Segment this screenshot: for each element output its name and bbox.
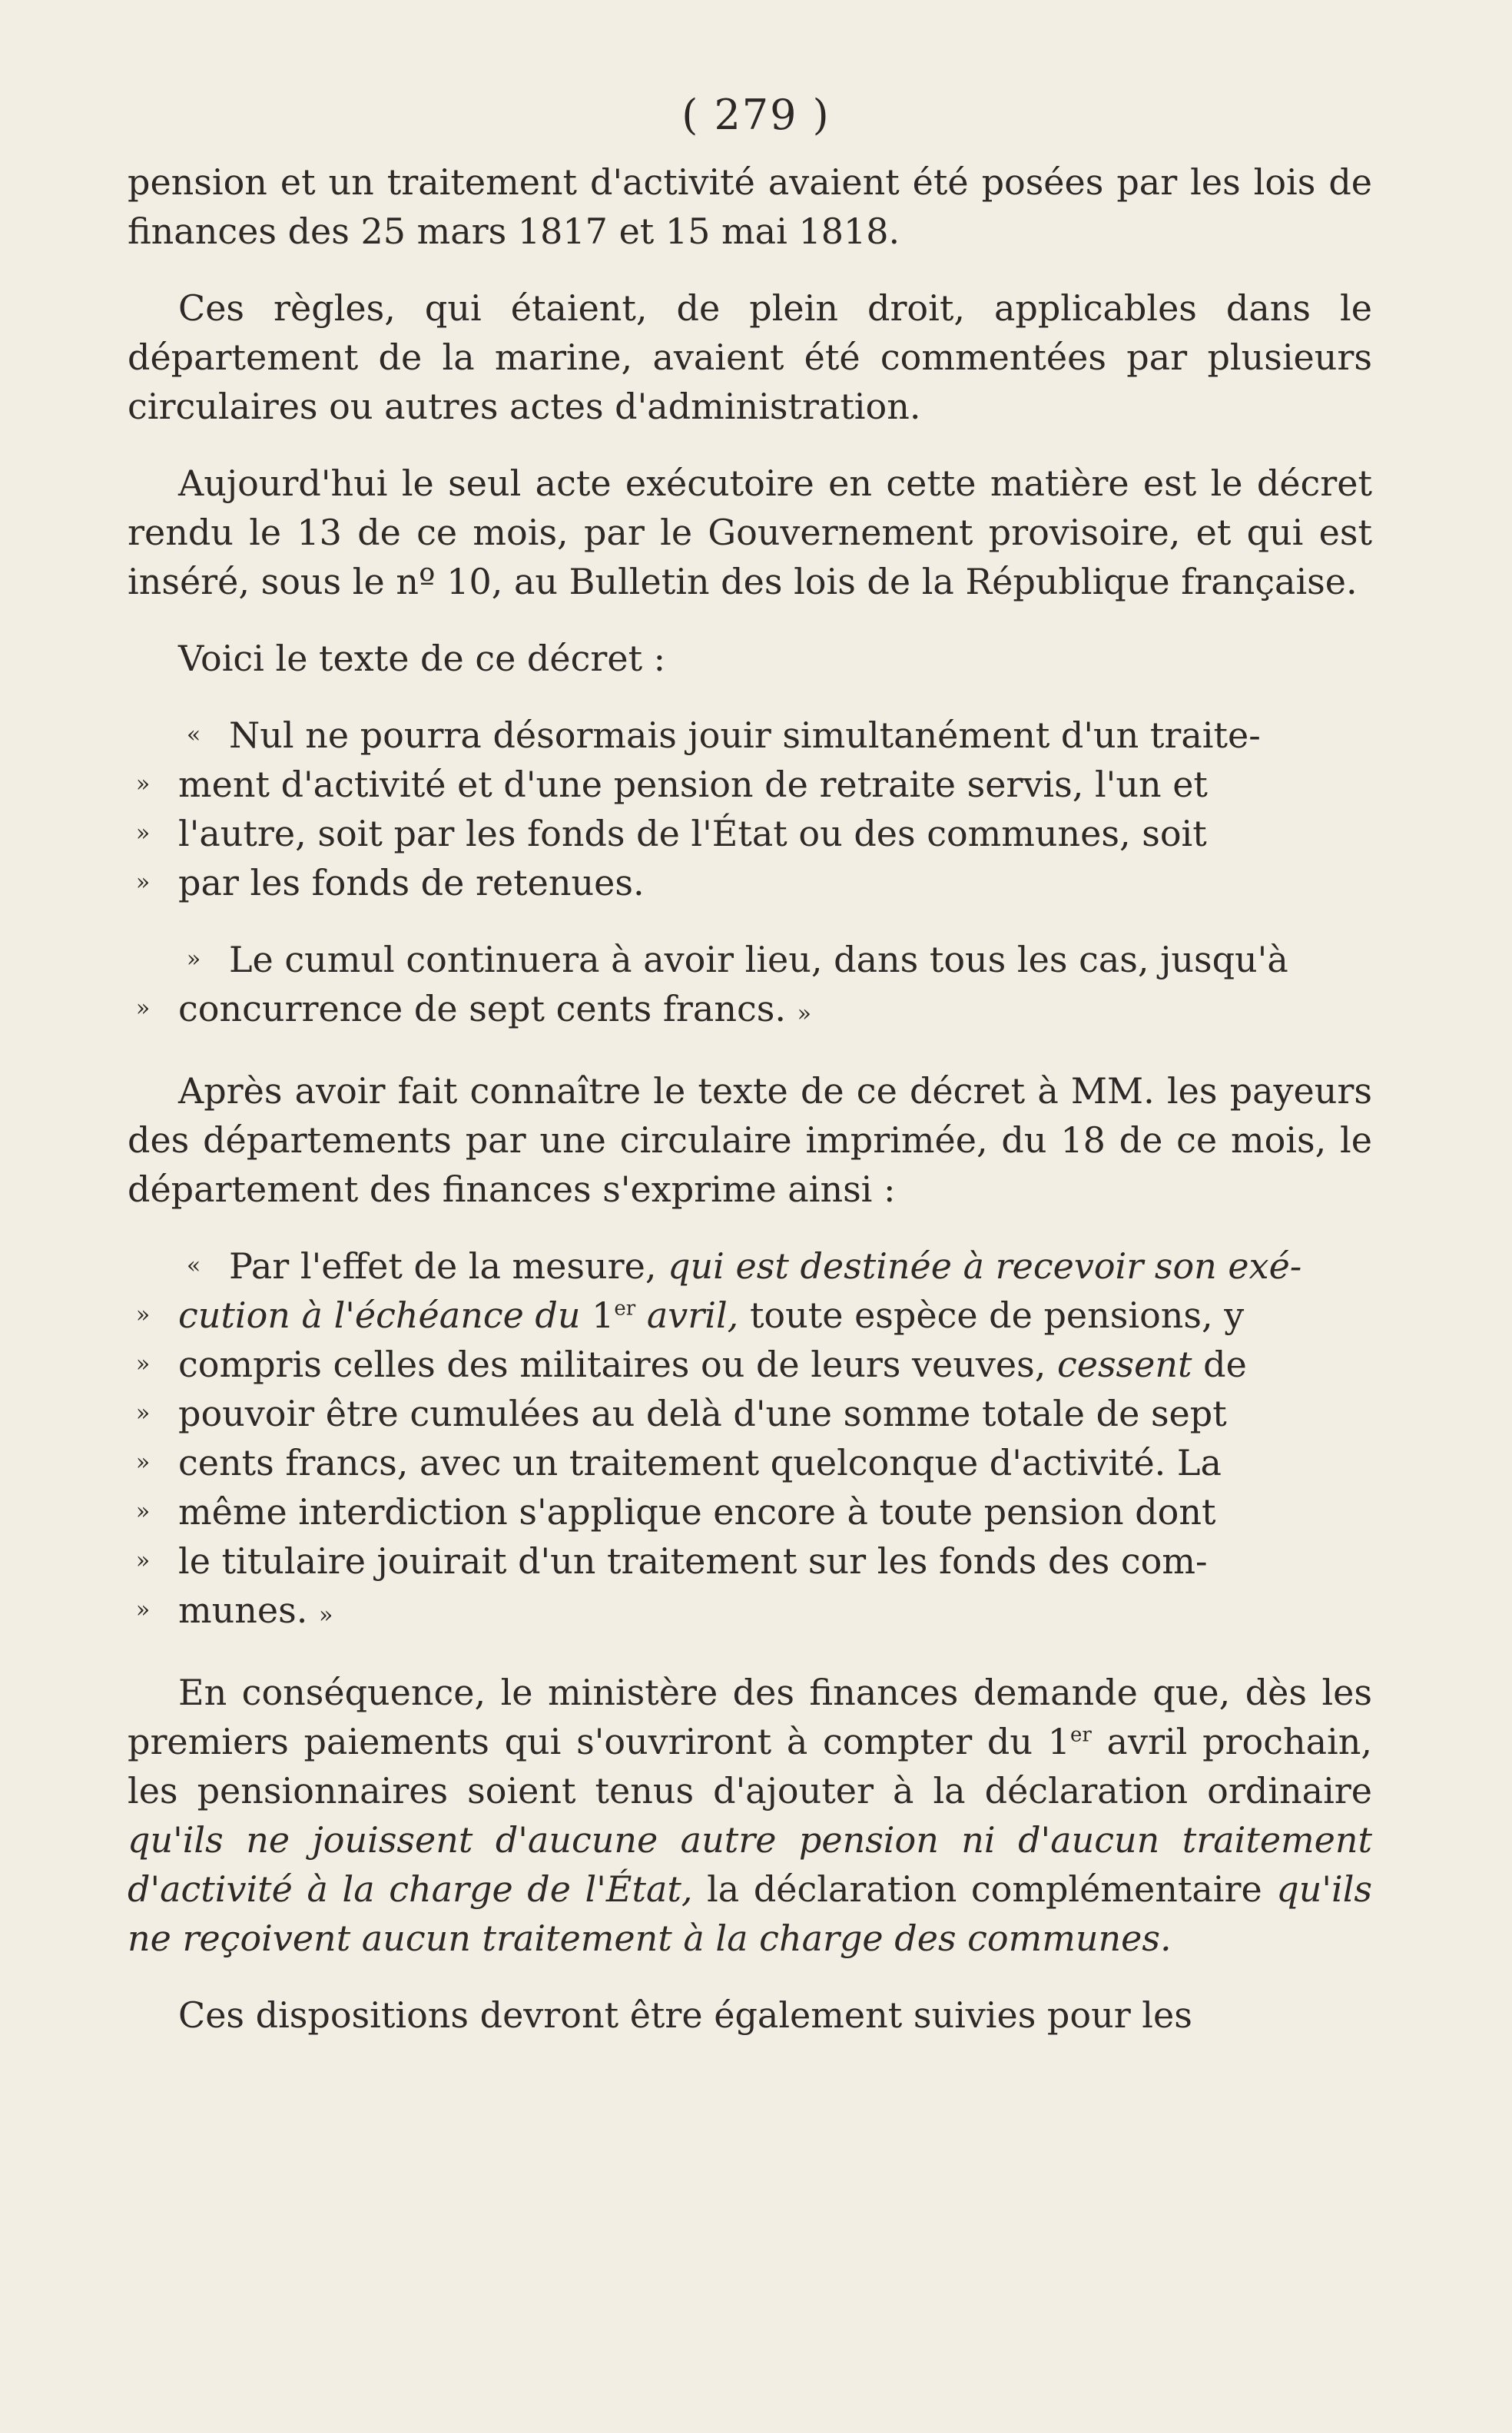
quote-line-text: Nul ne pourra désormais jouir simultanément d'un traite- — [229, 714, 1261, 756]
continuation-mark: » — [135, 995, 151, 1022]
close-quote-mark: » — [318, 1602, 333, 1629]
decree-quote-1 — [128, 711, 1372, 907]
quote-line-text: l'autre, soit par les fonds de l'État ou des communes, soit — [178, 813, 1207, 854]
continuation-mark: » — [135, 1547, 151, 1574]
circular-quote — [128, 1241, 1372, 1640]
quote-line — [128, 858, 1372, 907]
quote-text: Par l'effet de la mesure, — [229, 1245, 657, 1287]
continuation-mark: » — [135, 1596, 151, 1623]
quote-line — [128, 809, 1372, 858]
quote-line — [128, 1438, 1372, 1487]
continuation-mark: » — [135, 1400, 151, 1427]
continuation-mark: » — [135, 820, 151, 847]
paragraph-1: pension et un traitement d'activité avaient été posées par les lois de finances des 25 mars 1817 et 15 mai 1818. — [128, 161, 1372, 252]
quote-line — [128, 984, 1372, 1039]
quote-line — [128, 935, 1372, 984]
quote-text: le titulaire jouirait d'un traitement sur les fonds des com- — [178, 1540, 1208, 1582]
paragraph-4: Voici le texte de ce décret : — [178, 638, 666, 679]
ordinal-number: 1 — [592, 1294, 615, 1336]
paragraph-5: Après avoir fait connaître le texte de ce décret à MM. les payeurs des départements par une circulaire imprimée, du 18 de ce mois, le département des finances s'exprime ainsi : — [128, 1070, 1372, 1210]
quote-line — [128, 760, 1372, 809]
continuation-mark: » — [186, 946, 201, 973]
close-quote-mark: » — [797, 1000, 811, 1027]
continuation-mark: » — [135, 1301, 151, 1328]
continuation-mark: » — [135, 771, 151, 797]
quote-line-text: concurrence de sept cents francs. — [178, 988, 786, 1029]
decree-quote-2 — [128, 935, 1372, 1039]
quote-line — [128, 1241, 1372, 1291]
quote-text: compris celles des militaires ou de leurs veuves, — [178, 1344, 1046, 1385]
quote-text: pouvoir être cumulées au delà d'une somme totale de sept — [178, 1393, 1227, 1434]
quote-line — [128, 1586, 1372, 1640]
quote-text: toute espèce de pensions, y — [749, 1294, 1245, 1336]
quote-italic-text: qui est destinée à recevoir son exé- — [668, 1245, 1302, 1287]
quote-italic-text: avril, — [646, 1294, 739, 1336]
continuation-mark: » — [135, 1449, 151, 1476]
open-quote-mark: « — [186, 721, 201, 748]
ordinal-suffix: er — [614, 1297, 636, 1321]
quote-line-text: par les fonds de retenues. — [178, 862, 645, 903]
quote-line — [128, 1340, 1372, 1389]
paragraph-text: En conséquence, le ministère des finances demande que, dès les premiers paiements qui s'ouvriront à compter du — [128, 1672, 1372, 1762]
paragraph-2: Ces règles, qui étaient, de plein droit, applicables dans le département de la marine, avaient été commentées par plusieurs circulaires ou autres actes d'administration. — [128, 287, 1372, 427]
paragraph-italic-text: qu'ils ne reçoivent aucun traitement à la charge des communes. — [128, 1868, 1373, 1959]
continuation-mark: » — [135, 1498, 151, 1525]
paragraph-7: Ces dispositions devront être également suivies pour les — [178, 1994, 1192, 2036]
ordinal-number: 1 — [1047, 1721, 1071, 1762]
quote-line — [128, 1389, 1372, 1438]
quote-line-text: ment d'activité et d'une pension de retraite servis, l'un et — [178, 764, 1208, 805]
quote-text: même interdiction s'applique encore à toute pension dont — [178, 1491, 1216, 1533]
paragraph-text: avril prochain, les pensionnaires soient tenus d'ajouter à la déclaration ordinaire — [128, 1721, 1373, 1811]
quote-text: cents francs, avec un traitement quelconque d'activité. La — [178, 1442, 1222, 1483]
quote-text: munes. — [178, 1589, 308, 1631]
quote-line — [128, 1487, 1372, 1536]
continuation-mark: » — [135, 869, 151, 896]
paragraph-text: la déclaration complémentaire — [707, 1868, 1262, 1910]
quote-line-text: Le cumul continuera à avoir lieu, dans tous les cas, jusqu'à — [229, 939, 1288, 980]
paragraph-6 — [128, 1668, 1372, 1963]
paragraph-3: Aujourd'hui le seul acte exécutoire en cette matière est le décret rendu le 13 de ce mois, par le Gouvernement provisoire, et qui est inséré, sous le nº 10, au Bulletin des lois de la République française. — [128, 462, 1372, 602]
quote-line — [128, 1536, 1372, 1586]
quote-text: de — [1203, 1344, 1247, 1385]
continuation-mark: » — [135, 1351, 151, 1377]
page-number: ( 279 ) — [681, 91, 831, 139]
quote-line — [128, 1291, 1372, 1340]
ordinal-suffix: er — [1070, 1723, 1092, 1747]
quote-italic-text: cution à l'échéance du — [178, 1294, 581, 1336]
body-text — [128, 157, 1372, 2067]
open-quote-mark: « — [186, 1252, 201, 1279]
quote-italic-text: cessent — [1056, 1344, 1192, 1385]
paragraph-italic-text: qu'ils ne jouissent d'aucune autre pension ni d'aucun traitement d'activité à la charge de l'État, — [128, 1819, 1372, 1910]
quote-line — [128, 711, 1372, 760]
